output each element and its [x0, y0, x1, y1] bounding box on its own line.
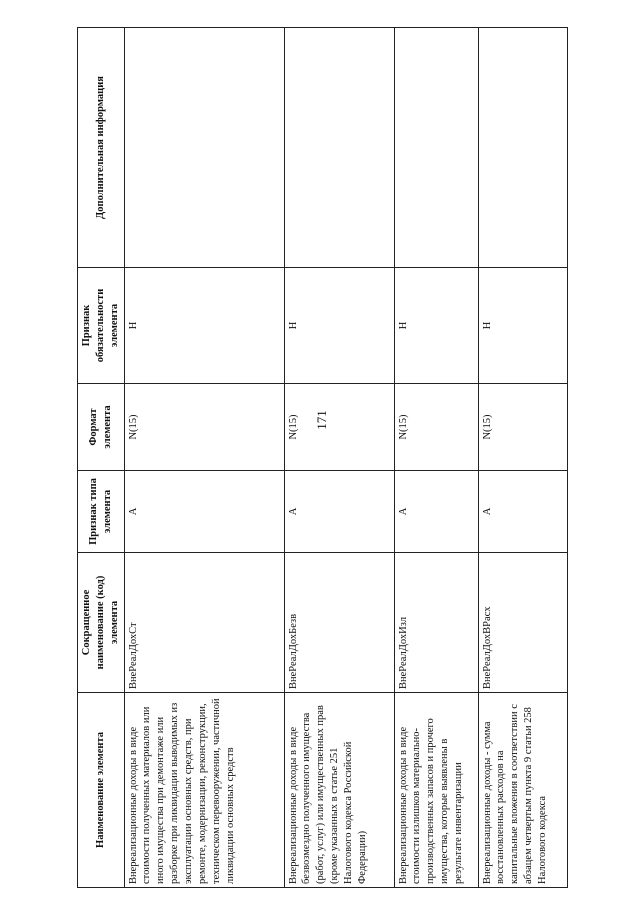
cell-element-code: ВнеРеалДохВРасх [478, 553, 567, 693]
header-row [78, 28, 125, 888]
table-row [124, 28, 284, 888]
cell-additional-info [284, 28, 394, 268]
element-spec-table [77, 27, 568, 888]
cell-element-required: Н [478, 268, 567, 384]
cell-element-type: А [394, 471, 478, 553]
cell-additional-info [124, 28, 284, 268]
cell-element-name: Внереализационные доходы в виде стоимости полученных материалов или иного имущества при демонтаже или разборке при ликвидации выводимых из эксплуатации основных средств, при ремонте, модернизации, реконструкции, техническом перевооружении, частичной ликвидации основных средств [124, 693, 284, 888]
cell-element-code: ВнеРеалДохБезв [284, 553, 394, 693]
cell-element-name: Внереализационные доходы в виде стоимости излишков материально-производственных запасов и прочего имущества, которые выявлены в результате инвентаризации [394, 693, 478, 888]
cell-element-name: Внереализационные доходы - сумма восстановленных расходов на капитальные вложения в соответствии с абзацем четвертым пункта 9 статьи 258 Налогового кодекса [478, 693, 567, 888]
cell-element-format: N(15) [124, 384, 284, 471]
header-additional-info: Дополнительная информация [78, 28, 125, 268]
header-element-code: Сокращенное наименование (код) элемента [78, 553, 125, 693]
page-number: 171 [314, 410, 329, 430]
cell-element-type: А [124, 471, 284, 553]
header-element-format: Формат элемента [78, 384, 125, 471]
cell-element-code: ВнеРеалДохСт [124, 553, 284, 693]
cell-additional-info [478, 28, 567, 268]
cell-element-required: Н [124, 268, 284, 384]
table-row [394, 28, 478, 888]
header-element-name: Наименование элемента [78, 693, 125, 888]
header-element-required: Признак обязательности элемента [78, 268, 125, 384]
header-element-type: Признак типа элемента [78, 471, 125, 553]
cell-element-required: Н [284, 268, 394, 384]
cell-element-code: ВнеРеалДохИзл [394, 553, 478, 693]
cell-element-format: N(15) [478, 384, 567, 471]
table-row [478, 28, 567, 888]
cell-element-format: N(15) [394, 384, 478, 471]
cell-element-name: Внереализационные доходы в виде безвозмездно полученного имущества (работ, услуг) или имущественных прав (кроме указанных в статье 251 Налогового кодекса Российской Федерации) [284, 693, 394, 888]
cell-element-type: А [478, 471, 567, 553]
rotated-table-wrapper [77, 28, 566, 888]
cell-element-type: А [284, 471, 394, 553]
table-row [284, 28, 394, 888]
cell-element-required: Н [394, 268, 478, 384]
cell-additional-info [394, 28, 478, 268]
cell-element-format: N(15) [284, 384, 394, 471]
